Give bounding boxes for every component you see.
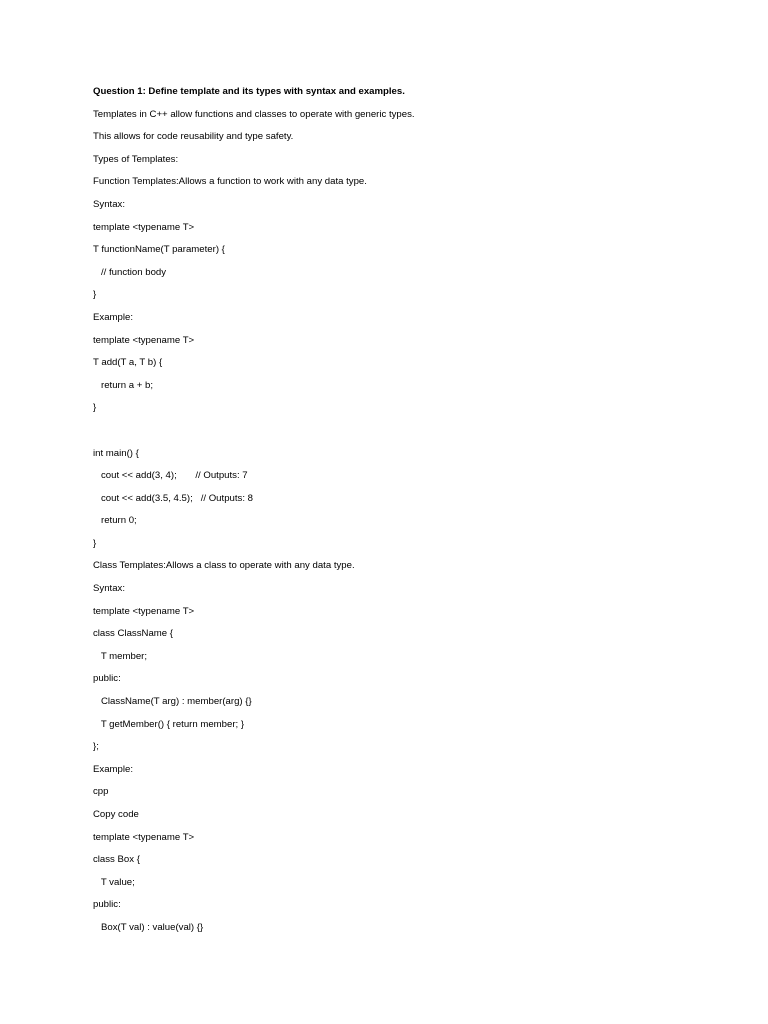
text-line: Class Templates:Allows a class to operate with any data type.: [93, 560, 355, 572]
document-body: [93, 81, 713, 940]
text-line: Syntax:: [93, 198, 125, 210]
text-line: Box(T val) : value(val) {}: [93, 921, 204, 933]
text-line: class ClassName {: [93, 628, 173, 640]
text-line: This allows for code reusability and type safety.: [93, 131, 294, 143]
text-line: class Box {: [93, 854, 140, 866]
text-line: Example:: [93, 763, 133, 775]
text-line: T add(T a, T b) {: [93, 357, 163, 369]
text-line: };: [93, 741, 99, 753]
text-line: Types of Templates:: [93, 153, 179, 165]
text-line: T getMember() { return member; }: [93, 718, 245, 730]
text-line: cout << add(3, 4); // Outputs: 7: [93, 470, 248, 482]
text-line: Syntax:: [93, 583, 125, 595]
text-line: T functionName(T parameter) {: [93, 244, 225, 256]
question-heading: Question 1: Define template and its types with syntax and examples.: [93, 86, 405, 97]
text-line: Example:: [93, 311, 133, 323]
text-line: int main() {: [93, 447, 139, 459]
text-line: // function body: [93, 266, 167, 278]
text-line: return 0;: [93, 515, 137, 527]
text-line: ClassName(T arg) : member(arg) {}: [93, 696, 252, 708]
text-line: public:: [93, 899, 121, 911]
text-line: cpp: [93, 786, 109, 798]
text-line: template <typename T>: [93, 221, 195, 233]
text-line: template <typename T>: [93, 605, 195, 617]
text-line: cout << add(3.5, 4.5); // Outputs: 8: [93, 492, 253, 504]
text-line: public:: [93, 673, 121, 685]
text-line: Copy code: [93, 809, 139, 820]
text-line: template <typename T>: [93, 334, 195, 346]
text-line: Function Templates:Allows a function to work with any data type.: [93, 176, 367, 188]
text-line: return a + b;: [93, 379, 153, 391]
text-line: T member;: [93, 650, 148, 662]
text-line: }: [93, 402, 97, 414]
text-line: Templates in C++ allow functions and classes to operate with generic types.: [93, 108, 415, 120]
text-line: [93, 420, 713, 443]
text-line: }: [93, 289, 97, 301]
text-line: T value;: [93, 876, 135, 888]
text-line: template <typename T>: [93, 831, 195, 843]
text-line: }: [93, 537, 97, 549]
